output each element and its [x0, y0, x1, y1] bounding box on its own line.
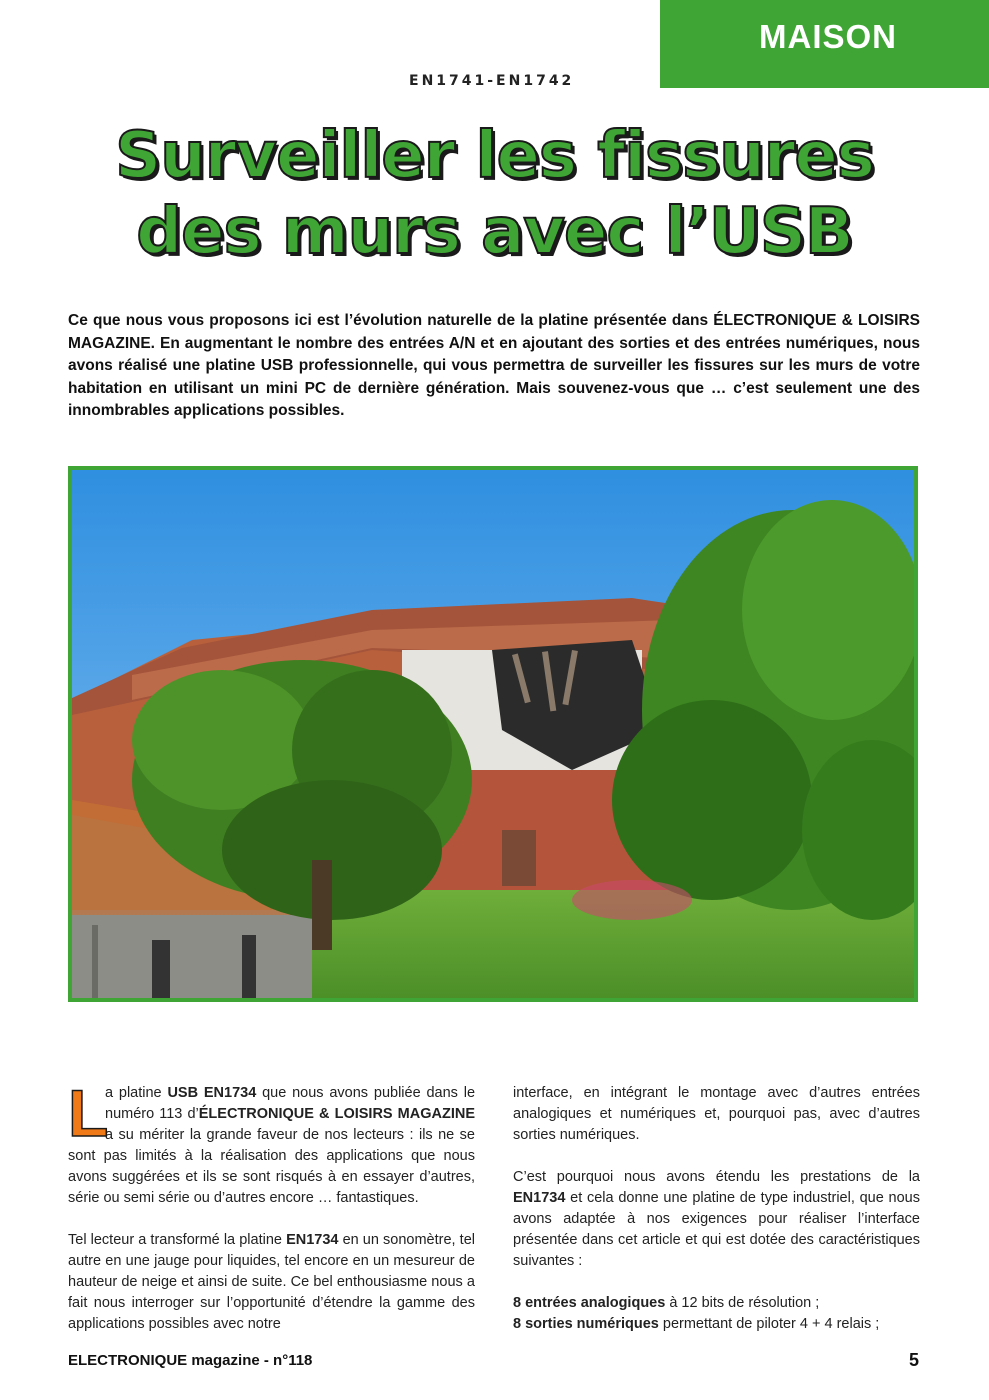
article-photo — [68, 466, 918, 1002]
paragraph-1: L a platine USB EN1734 que nous avons publiée dans le numéro 113 d’ÉLECTRONIQUE & LOISIRS MAGAZINE a su mériter la grande faveur de nos lecteurs : ils ne se sont pas limités à la réalisation des applications que nous avons suggérées et ils se sont risqués à en essayer d’autres, série ou semi série ou d’autres encore … fantastiques. — [68, 1076, 476, 1206]
feature-item: 8 entrées analogiques à 12 bits de résolution ; — [513, 1295, 820, 1311]
article-column-right — [513, 1083, 920, 1335]
article-reference: EN1741-EN1742 — [409, 73, 575, 89]
article-intro: Ce que nous vous proposons ici est l’évolution naturelle de la platine présentée dans ÉLECTRONIQUE & LOISIRS MAGAZINE. En augmentant le nombre des entrées A/N et en ajoutant des sorties et des entrées numériques, nous avons réalisé une platine USB professionnelle, qui vous permettra de surveiller les fissures sur les murs de votre habitation en utilisant un mini PC de dernière génération. Mais souvenez-vous que … c’est seulement une des innombrables applications possibles. — [68, 312, 920, 419]
title-line-2: des murs avec l’USB — [136, 195, 853, 269]
drop-cap: L — [68, 1076, 109, 1150]
footer-magazine: ELECTRONIQUE magazine - n°118 — [68, 1352, 313, 1369]
section-tab — [660, 0, 989, 88]
paragraph-2: Tel lecteur a transformé la platine EN1734 en un sonomètre, tel autre en une jauge pour liquides, tel encore en un mesureur de hauteur de neige et ainsi de suite. Ce bel enthousiasme nous a fait nous interroger sur l’opportunité d’étendre la gamme des applications possibles avec notre — [68, 1232, 475, 1332]
page-number: 5 — [909, 1350, 920, 1370]
feature-list — [513, 1293, 920, 1335]
title-line-1: Surveiller les fissures — [115, 119, 874, 193]
paragraph-3: interface, en intégrant le montage avec d’autres entrées analogiques et numériques et, pourquoi pas, avec d’autres sorties numériques. — [513, 1085, 920, 1143]
paragraph-4: C’est pourquoi nous avons étendu les prestations de la EN1734 et cela donne une platine de type industriel, que nous avons adaptée à nos exigences pour réaliser l’interface présentée dans cet article et qui est dotée des caractéristiques suivantes : — [513, 1169, 920, 1269]
section-label: MAISON — [759, 18, 897, 55]
farmhouse-photo-illustration — [72, 470, 914, 998]
article-title — [0, 118, 989, 270]
feature-item: 8 sorties numériques permettant de piloter 4 + 4 relais ; — [513, 1316, 880, 1332]
article-column-left — [68, 1076, 476, 1356]
